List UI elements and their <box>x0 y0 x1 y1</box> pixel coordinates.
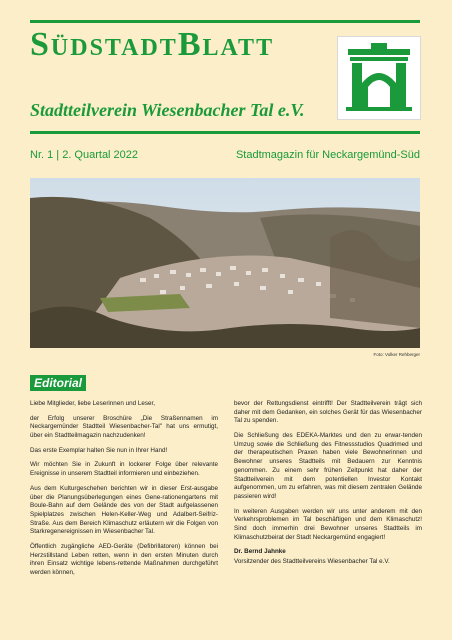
editorial-paragraph: In weiteren Ausgaben werden wir uns unter anderem mit den Verkehrsproblemen im Tal beschäftigen und dem Klimaschutz! Sind doch immerhin drei Bewohner unseres Stadtteils im Klimaschutzbeirat der Stadt Neckargemünd engagiert! <box>234 507 422 541</box>
cover-photo <box>30 178 420 348</box>
editorial-paragraph: bevor der Rettungsdienst eintrifft! Der Stadtteilverein trägt sich daher mit dem Gedanken, ein solches Gerät für das Wiesenbacher Tal zu spenden. <box>234 400 422 425</box>
editorial-left-column <box>30 400 218 584</box>
editorial-right-column <box>234 400 422 573</box>
editorial-paragraph: Aus dem Kulturgeschehen berichten wir in dieser Erst-ausgabe über die Planungsüberlegungen eines Gene-rationengartens mit Boule-Bahn auf dem Gelände des von der Stadt aufgelassenen Spielplatzes zwischen Helen-Keller-Weg und Adalbert-Seifriz-Straße. Aus dem Bereich Klimaschutz erläutern wir die Folgen von Starkregenereignissen im Wiesenbacher Tal. <box>30 484 218 536</box>
editorial-paragraph: Öffentlich zugängliche AED-Geräte (Defibrillatoren) können bei Herzstillstand Leben retten, wenn in den ersten Minuten durch ihren Einsatz wichtige lebens-rettende Maßnahmen durchgeführt werden können, <box>30 542 218 576</box>
signature-role: Vorsitzender des Stadtteilvereins Wiesenbacher Tal e.V. <box>234 558 390 565</box>
masthead-title: SüdstadtBlatt <box>30 26 275 63</box>
top-rule <box>30 20 420 23</box>
issue-number: Nr. 1 | 2. Quartal 2022 <box>30 149 139 161</box>
gate-logo-icon <box>337 36 421 120</box>
photo-credit: Foto: Volker Rehberger <box>373 352 420 357</box>
mid-rule <box>30 131 420 134</box>
magazine-tagline: Stadtmagazin für Neckargemünd-Süd <box>235 149 420 161</box>
masthead-subtitle: Stadtteilverein Wiesenbacher Tal e.V. <box>30 100 305 120</box>
editorial-paragraph: der Erfolg unserer Broschüre „Die Straßennamen im Neckargemünder Stadtteil Wiesenbacher-Tal" hat uns ermutigt, über ein Stadtteilmagazin nachzudenken! <box>30 414 218 440</box>
editorial-paragraph: Liebe Mitglieder, liebe Leserinnen und Leser, <box>30 400 155 407</box>
editorial-paragraph: Die Schließung des EDEKA-Marktes und den zu erwar-tenden Umzug sowie die Schließung des Fitnessstudios Quadrimed und der therapeutischen Praxen haben viele Bewohnerinnen und Bewohner unseres Stadtteils mit Bedauern zur Kenntnis genommen. Zu einem sehr frühen Zeitpunkt hat daher der Stadtteilverein mit dem potentiellen Investor Kontakt aufgenommen, um zu erfahren, was mit diesem zentralen Gelände passieren wird! <box>234 432 422 500</box>
editorial-paragraph: Wir möchten Sie in Zukunft in lockerer Folge über relevante Ereignisse in unserem Stadtteil informieren und einbeziehen. <box>30 461 218 478</box>
signature-name: Dr. Bernd Jahnke <box>234 548 286 556</box>
editorial-paragraph: Das erste Exemplar halten Sie nun in Ihrer Hand! <box>30 446 168 454</box>
editorial-heading: Editorial <box>30 375 86 391</box>
